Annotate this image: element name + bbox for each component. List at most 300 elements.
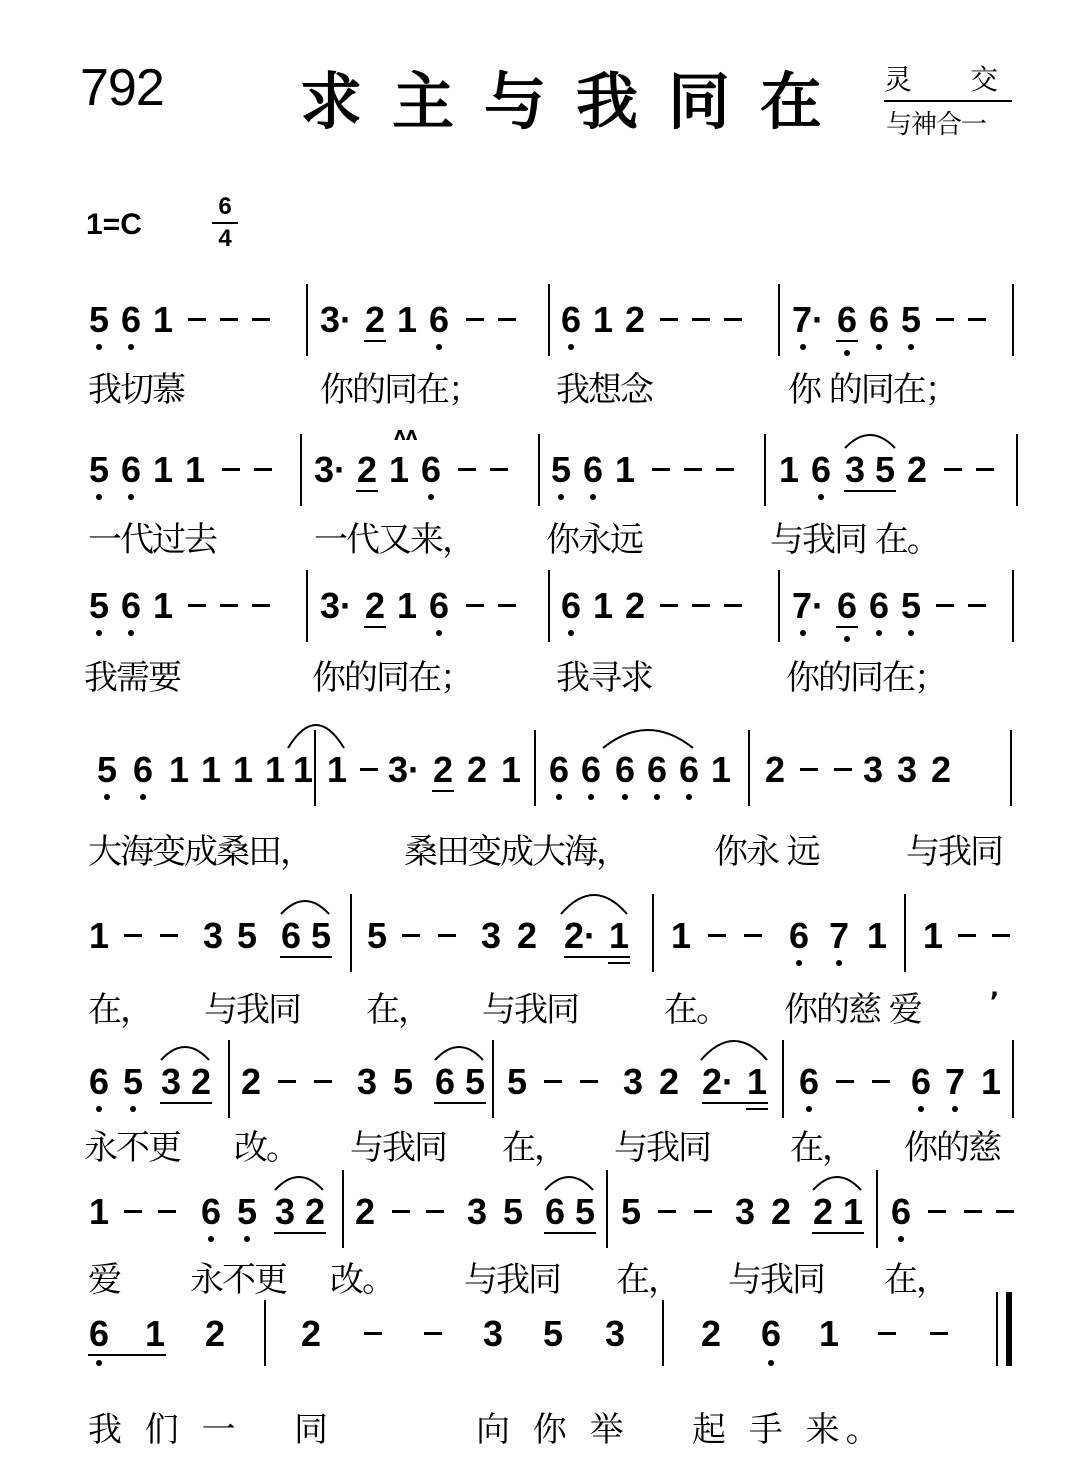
note: 5 xyxy=(88,449,110,490)
octave-dot xyxy=(844,350,850,356)
note: 5 xyxy=(122,1061,144,1102)
octave-dot xyxy=(796,960,802,966)
lyric-segment: 在。 xyxy=(664,990,728,1030)
lyric-segment: 我寻求 xyxy=(556,658,652,698)
note: 3 xyxy=(622,1061,644,1102)
note: 1 xyxy=(778,449,800,490)
octave-dot xyxy=(768,1360,774,1366)
lyric-segment: 你 的同在； xyxy=(788,370,957,410)
note: 2 xyxy=(812,1191,834,1232)
note: 5 xyxy=(550,449,572,490)
note: 1 xyxy=(88,915,110,956)
note: 6 xyxy=(120,299,142,340)
dash xyxy=(936,318,954,321)
notes-row xyxy=(88,1192,1020,1232)
underline xyxy=(274,1232,326,1234)
note: 1 xyxy=(326,749,348,790)
note: 2 xyxy=(354,1191,376,1232)
note: 6 xyxy=(120,585,142,626)
note: 7 xyxy=(944,1061,966,1102)
underline xyxy=(564,956,630,958)
lyric-segment: 你永 远 xyxy=(714,832,819,872)
underline xyxy=(844,490,896,492)
slur-arc xyxy=(272,1170,326,1192)
barline xyxy=(228,1040,230,1118)
dash xyxy=(392,1210,410,1213)
notes-row xyxy=(88,586,1020,626)
octave-dot xyxy=(908,630,914,636)
note: 2 xyxy=(770,1191,792,1232)
note: 1 xyxy=(184,449,206,490)
dash xyxy=(684,468,702,471)
slur-arc xyxy=(698,1032,770,1062)
lyric-segment: 我切慕 xyxy=(88,370,184,410)
note: 6 xyxy=(580,749,602,790)
note: 6 xyxy=(868,299,890,340)
octave-dot xyxy=(818,494,824,500)
octave-dot xyxy=(556,794,562,800)
time-signature-bottom: 4 xyxy=(218,225,232,252)
dash xyxy=(188,604,206,607)
barline xyxy=(492,1040,494,1118)
lyric-segment: 爱 xyxy=(88,1260,120,1300)
dash xyxy=(360,768,378,771)
note: 5 xyxy=(236,1191,258,1232)
note: 5 xyxy=(574,1191,596,1232)
slur-arc xyxy=(278,894,332,916)
octave-dot xyxy=(588,794,594,800)
barline xyxy=(1010,730,1012,806)
lyric-segment: 与我同 xyxy=(464,1260,560,1300)
note: 2 xyxy=(190,1061,212,1102)
hymn-title: 求主与我同在 xyxy=(300,65,853,138)
dash xyxy=(652,468,670,471)
source-name: 灵交 xyxy=(884,63,1057,96)
dash xyxy=(220,604,238,607)
lyric-segment: 我需要 xyxy=(84,658,180,698)
note: 3 xyxy=(844,449,866,490)
note: 6 xyxy=(548,749,570,790)
note: 3 xyxy=(734,1191,756,1232)
dash xyxy=(402,934,420,937)
note: 1 xyxy=(168,749,190,790)
note: 3 xyxy=(482,1313,504,1354)
dash xyxy=(658,1210,676,1213)
dash xyxy=(708,934,726,937)
note: 2 xyxy=(364,585,386,626)
note: 3· xyxy=(314,449,347,490)
time-signature-rule xyxy=(212,222,238,224)
lyric-segment: 与我同 xyxy=(350,1128,446,1168)
note: 6 xyxy=(646,749,668,790)
note: 2· xyxy=(702,1061,735,1102)
music-system-8 xyxy=(0,1314,1080,1454)
note: 1 xyxy=(608,915,630,956)
music-system-5 xyxy=(0,915,1080,1030)
barline xyxy=(778,570,780,642)
lyric-segment: 在， xyxy=(88,990,152,1030)
note: 3 xyxy=(480,915,502,956)
note: 5 xyxy=(392,1061,414,1102)
note: 6 xyxy=(614,749,636,790)
dash xyxy=(660,604,678,607)
octave-dot xyxy=(96,630,102,636)
dash xyxy=(254,468,272,471)
lyric-segment: 在， xyxy=(616,1260,680,1300)
underline xyxy=(746,1108,768,1110)
music-system-2 xyxy=(0,424,1080,560)
note: 5 xyxy=(88,299,110,340)
note: 2 xyxy=(764,749,786,790)
octave-dot xyxy=(918,1106,924,1112)
barline xyxy=(538,434,540,506)
dash xyxy=(836,1080,854,1083)
underline xyxy=(544,1232,596,1234)
note: 2 xyxy=(356,449,378,490)
note: 2 xyxy=(364,299,386,340)
octave-dot xyxy=(96,1360,102,1366)
octave-dot xyxy=(128,494,134,500)
dash xyxy=(426,1210,444,1213)
octave-dot xyxy=(96,344,102,350)
note: 5 xyxy=(502,1191,524,1232)
underline xyxy=(812,1232,864,1234)
underline xyxy=(836,626,858,628)
note: 1 xyxy=(396,299,418,340)
slur-arc xyxy=(284,714,348,750)
note: 6 xyxy=(428,299,450,340)
dash xyxy=(834,768,852,771)
barline xyxy=(1012,1040,1014,1118)
note: 3 xyxy=(274,1191,296,1232)
underline xyxy=(280,956,332,958)
octave-dot xyxy=(806,1106,812,1112)
dash xyxy=(438,934,456,937)
octave-dot xyxy=(568,630,574,636)
lyric-segment: 在， xyxy=(884,1260,948,1300)
dash xyxy=(928,1210,946,1213)
octave-dot xyxy=(96,1106,102,1112)
underline xyxy=(364,626,386,628)
note: 6 xyxy=(910,1061,932,1102)
octave-dot xyxy=(908,344,914,350)
music-system-7 xyxy=(0,1192,1080,1302)
hymn-number: 792 xyxy=(80,59,164,117)
note: 2 xyxy=(700,1313,722,1354)
note: 7· xyxy=(792,299,825,340)
barline xyxy=(1012,570,1014,642)
note: 5 xyxy=(236,915,258,956)
note: 6 xyxy=(810,449,832,490)
dash xyxy=(158,1210,176,1213)
octave-dot xyxy=(836,960,842,966)
lyric-segment: 与我同 在。 xyxy=(770,520,939,560)
note: 5 xyxy=(88,585,110,626)
dash xyxy=(968,318,986,321)
note: 1 xyxy=(144,1313,166,1354)
note: 6 xyxy=(788,915,810,956)
underline xyxy=(432,790,454,792)
barline xyxy=(782,1040,784,1118)
dash xyxy=(364,1332,382,1335)
lyric-segment: 永不更 xyxy=(84,1128,180,1168)
note: 1 xyxy=(388,449,410,490)
dash xyxy=(724,318,742,321)
note: 2 xyxy=(204,1313,226,1354)
note: 3 xyxy=(356,1061,378,1102)
note: 1 xyxy=(396,585,418,626)
note: 2 xyxy=(466,749,488,790)
note: 2· xyxy=(564,915,597,956)
barline xyxy=(904,894,906,972)
source-label xyxy=(884,58,1057,102)
barline xyxy=(606,1170,608,1248)
octave-dot xyxy=(436,630,442,636)
note: 1 xyxy=(866,915,888,956)
barline xyxy=(662,1300,664,1366)
note: 5 xyxy=(366,915,388,956)
note: 1 xyxy=(710,749,732,790)
lyric-segment: 与我同 xyxy=(614,1128,710,1168)
dash xyxy=(992,934,1010,937)
dash xyxy=(490,468,508,471)
dash xyxy=(424,1332,442,1335)
notes-row xyxy=(88,916,1020,956)
music-system-1 xyxy=(0,300,1080,410)
lyric-segment: 一代过去 xyxy=(88,520,216,560)
note: 3 xyxy=(466,1191,488,1232)
barline xyxy=(748,730,750,806)
dash xyxy=(314,1080,332,1083)
note: 6 xyxy=(868,585,890,626)
note: 1 xyxy=(980,1061,1002,1102)
note: 2 xyxy=(930,749,952,790)
dash xyxy=(694,1210,712,1213)
lyric-segment: 我想念 xyxy=(556,370,652,410)
note: 6 xyxy=(434,1061,456,1102)
octave-dot xyxy=(208,1236,214,1242)
dash xyxy=(498,318,516,321)
note: 1 xyxy=(152,585,174,626)
slur-arc xyxy=(600,724,696,750)
dash xyxy=(724,604,742,607)
octave-dot xyxy=(96,494,102,500)
dash xyxy=(872,1080,890,1083)
dash xyxy=(252,318,270,321)
barline xyxy=(548,570,550,642)
note: 6 xyxy=(798,1061,820,1102)
note: 3 xyxy=(862,749,884,790)
note: 5 xyxy=(310,915,332,956)
octave-dot xyxy=(622,794,628,800)
note: 6 xyxy=(120,449,142,490)
note: 6 xyxy=(760,1313,782,1354)
note: 1 xyxy=(818,1313,840,1354)
lyric-segment: 你的同在； xyxy=(786,658,946,698)
octave-dot xyxy=(428,494,434,500)
dash xyxy=(278,1080,296,1083)
note: 3· xyxy=(320,299,353,340)
note: 6 xyxy=(132,749,154,790)
music-system-3 xyxy=(0,586,1080,696)
dash xyxy=(458,468,476,471)
note: 1 xyxy=(592,299,614,340)
music-system-6 xyxy=(0,1062,1080,1172)
source-book: 与神合一 xyxy=(886,110,987,140)
note: 6 xyxy=(420,449,442,490)
octave-dot xyxy=(558,494,564,500)
note: 6 xyxy=(836,585,858,626)
lyric-segment: 与我同 xyxy=(728,1260,824,1300)
dash xyxy=(958,934,976,937)
dash xyxy=(466,318,484,321)
key-signature: 1=C xyxy=(86,208,142,241)
note: 3· xyxy=(388,749,421,790)
dash xyxy=(692,318,710,321)
notes-row xyxy=(88,1062,1020,1102)
slur-arc xyxy=(158,1040,212,1062)
note: 6 xyxy=(428,585,450,626)
dash xyxy=(944,468,962,471)
octave-dot xyxy=(800,630,806,636)
lyric-segment: 同 xyxy=(294,1410,334,1450)
dash xyxy=(964,1210,982,1213)
lyric-segment: 与我同 xyxy=(482,990,578,1030)
barline xyxy=(306,570,308,642)
note: 1 xyxy=(670,915,692,956)
note: 5 xyxy=(620,1191,642,1232)
note: 6 xyxy=(836,299,858,340)
note: 1 xyxy=(922,915,944,956)
note: 1 xyxy=(152,449,174,490)
final-barline xyxy=(1006,1292,1012,1366)
underline xyxy=(364,340,386,342)
dash xyxy=(800,768,818,771)
barline xyxy=(548,284,550,356)
music-system-4 xyxy=(0,749,1080,872)
underline xyxy=(160,1102,212,1104)
note: 6 xyxy=(88,1313,110,1354)
note: 6 xyxy=(200,1191,222,1232)
dash xyxy=(124,1210,142,1213)
lyric-segment: 桑田变成大海， xyxy=(404,832,628,872)
lyric-segment: 起 手 来。 xyxy=(692,1410,886,1450)
octave-dot xyxy=(876,344,882,350)
octave-dot xyxy=(244,1236,250,1242)
note: 1 xyxy=(88,1191,110,1232)
barline xyxy=(778,284,780,356)
octave-dot xyxy=(844,636,850,642)
dash xyxy=(930,1332,948,1335)
lyric-segment: 在， xyxy=(502,1128,566,1168)
dash xyxy=(160,934,178,937)
underline xyxy=(608,962,630,964)
underline xyxy=(356,490,378,492)
note: 1 xyxy=(746,1061,768,1102)
barline xyxy=(300,434,302,506)
note: 2 xyxy=(516,915,538,956)
note: 2 xyxy=(906,449,928,490)
octave-dot xyxy=(140,794,146,800)
dash xyxy=(580,1080,598,1083)
slur-arc xyxy=(842,428,898,450)
note: 7 xyxy=(828,915,850,956)
lyric-segment: 与我同 xyxy=(906,832,1002,872)
notes-row xyxy=(88,300,1020,340)
note: 2 xyxy=(432,749,454,790)
note: 6 xyxy=(88,1061,110,1102)
note: 5 xyxy=(900,585,922,626)
octave-dot xyxy=(128,630,134,636)
underline xyxy=(88,1354,166,1356)
barline xyxy=(996,1292,998,1366)
octave-dot xyxy=(104,794,110,800)
note: 3 xyxy=(160,1061,182,1102)
lyric-segment: 在， xyxy=(790,1128,854,1168)
note: 6 xyxy=(678,749,700,790)
lyric-segment: 你的慈 爱 xyxy=(784,990,921,1030)
breath-mark: , xyxy=(990,974,1000,1002)
dash xyxy=(188,318,206,321)
time-signature xyxy=(210,192,240,254)
octave-dot xyxy=(128,344,134,350)
octave-dot xyxy=(876,630,882,636)
dash xyxy=(124,934,142,937)
slur-arc xyxy=(432,1040,486,1062)
underline xyxy=(434,1102,486,1104)
note: 1 xyxy=(500,749,522,790)
note: 1 xyxy=(842,1191,864,1232)
note: 2 xyxy=(240,1061,262,1102)
octave-dot xyxy=(590,494,596,500)
lyric-segment: 你的同在； xyxy=(312,658,472,698)
note: 5 xyxy=(900,299,922,340)
dash xyxy=(936,604,954,607)
note: 5 xyxy=(96,749,118,790)
octave-dot xyxy=(898,1236,904,1242)
note: 5 xyxy=(542,1313,564,1354)
note: 2 xyxy=(658,1061,680,1102)
dash xyxy=(498,604,516,607)
barline xyxy=(264,1300,266,1366)
barline xyxy=(314,730,316,806)
note: 3· xyxy=(320,585,353,626)
note: 6 xyxy=(560,585,582,626)
barline xyxy=(534,730,536,806)
note: 1 xyxy=(200,749,222,790)
barline xyxy=(306,284,308,356)
octave-dot xyxy=(654,794,660,800)
underline xyxy=(702,1102,768,1104)
lyric-segment: 我 们 一 xyxy=(88,1410,242,1450)
note: 3 xyxy=(202,915,224,956)
note: 3 xyxy=(604,1313,626,1354)
note: 2 xyxy=(624,299,646,340)
dash xyxy=(716,468,734,471)
lyric-segment: 你的同在； xyxy=(320,370,480,410)
note: 7· xyxy=(792,585,825,626)
note: 1 xyxy=(232,749,254,790)
barline xyxy=(1012,284,1014,356)
note: 5 xyxy=(874,449,896,490)
slur-arc xyxy=(558,886,630,916)
barline xyxy=(342,1170,344,1248)
lyric-segment: 改。 xyxy=(330,1260,394,1300)
note: 5 xyxy=(506,1061,528,1102)
time-signature-top: 6 xyxy=(218,193,232,220)
note: 3 xyxy=(896,749,918,790)
octave-dot xyxy=(568,344,574,350)
